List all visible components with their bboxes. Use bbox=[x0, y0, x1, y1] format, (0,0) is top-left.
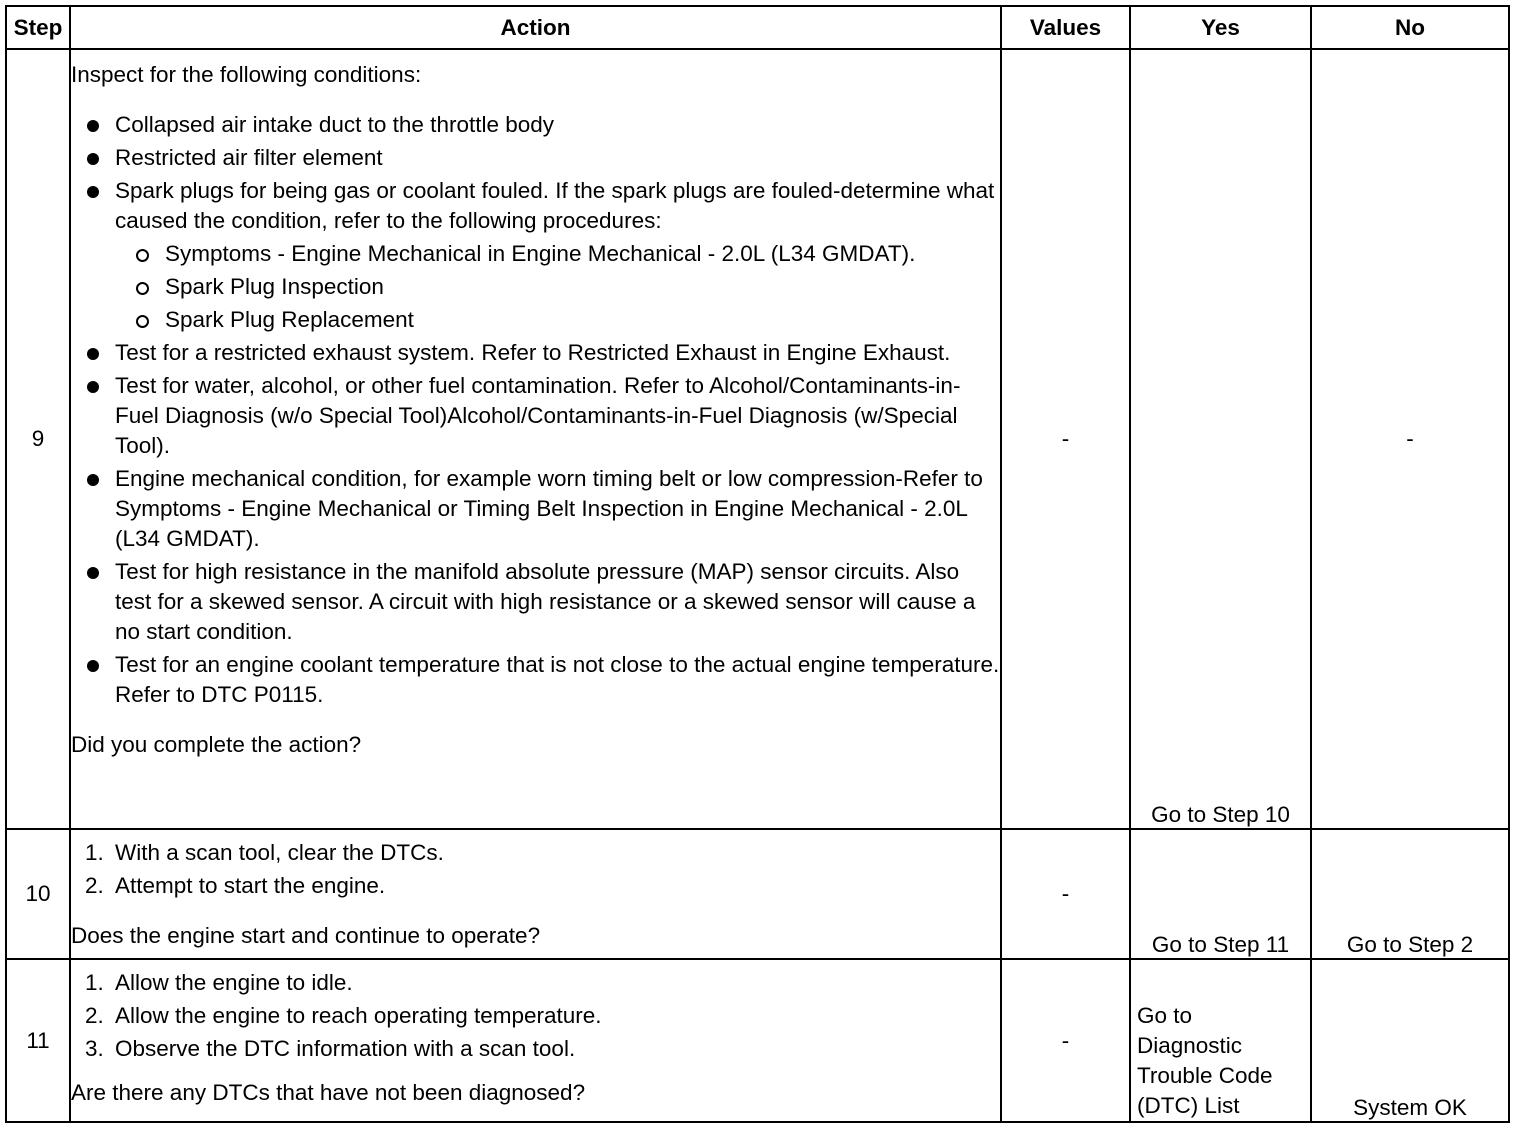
header-values: Values bbox=[1001, 6, 1130, 49]
list-item bbox=[71, 272, 1000, 302]
action-intro: Inspect for the following conditions: bbox=[71, 62, 422, 87]
list-item: 3. Observe the DTC information with a scan tool. bbox=[85, 1036, 576, 1061]
procedure-list bbox=[115, 239, 1000, 335]
list-item: 1. Allow the engine to idle. bbox=[85, 970, 353, 995]
yes-cell: Go to Step 11 bbox=[1130, 829, 1311, 959]
yes-cell: Go to Step 10 bbox=[1130, 49, 1311, 829]
step-number: 10 bbox=[6, 829, 70, 959]
list-item: Test for water, alcohol, or other fuel contamination. Refer to Alcohol/Contaminants-in-Fuel Diagnosis (w/o Special Tool)Alcohol/Contaminants-in-Fuel Diagnosis (w/Special Tool). bbox=[71, 371, 1000, 461]
values-cell: - bbox=[1001, 959, 1130, 1122]
action-cell bbox=[70, 829, 1001, 959]
step-number: 9 bbox=[6, 49, 70, 829]
table-row bbox=[6, 829, 1509, 959]
list-item bbox=[71, 239, 1000, 269]
no-cell: System OK bbox=[1311, 959, 1509, 1122]
table-row bbox=[6, 959, 1509, 1122]
list-item: 1. With a scan tool, clear the DTCs. bbox=[85, 840, 444, 865]
list-item-text: Allow the engine to idle. bbox=[115, 970, 353, 995]
action-cell bbox=[70, 49, 1001, 829]
list-item-text: Observe the DTC information with a scan tool. bbox=[115, 1036, 576, 1061]
table-row bbox=[6, 49, 1509, 829]
diagnostic-table bbox=[5, 5, 1510, 1123]
list-item-text: Attempt to start the engine. bbox=[115, 873, 386, 898]
header-no: No bbox=[1311, 6, 1509, 49]
list-item: Test for an engine coolant temperature that is not close to the actual engine temperature. Refer to DTC P0115. bbox=[71, 650, 1000, 710]
header-yes: Yes bbox=[1130, 6, 1311, 49]
procedure-steps bbox=[71, 838, 1000, 901]
list-item: Test for high resistance in the manifold absolute pressure (MAP) sensor circuits. Also test for a skewed sensor. A circuit with high resistance or a skewed sensor will cause a no start condition. bbox=[71, 557, 1000, 647]
action-question: Are there any DTCs that have not been diagnosed? bbox=[71, 1080, 586, 1105]
list-item: Engine mechanical condition, for example worn timing belt or low compression-Refer to Symptoms - Engine Mechanical or Timing Belt Inspection in Engine Mechanical - 2.0L (L34 GMDAT). bbox=[71, 464, 1000, 554]
list-item bbox=[71, 176, 1000, 335]
action-question: Did you complete the action? bbox=[71, 732, 362, 757]
list-item-text: With a scan tool, clear the DTCs. bbox=[115, 840, 444, 865]
list-item: Restricted air filter element bbox=[71, 143, 1000, 173]
condition-list bbox=[71, 110, 1000, 710]
values-cell: - bbox=[1001, 829, 1130, 959]
action-cell bbox=[70, 959, 1001, 1122]
list-item-text: Allow the engine to reach operating temperature. bbox=[115, 1003, 602, 1028]
list-item: 2. Allow the engine to reach operating temperature. bbox=[85, 1003, 602, 1028]
action-question: Does the engine start and continue to operate? bbox=[71, 923, 541, 948]
header-action: Action bbox=[70, 6, 1001, 49]
list-item-text: Spark Plug Replacement bbox=[165, 307, 414, 332]
header-step: Step bbox=[6, 6, 70, 49]
list-item: Test for a restricted exhaust system. Refer to Restricted Exhaust in Engine Exhaust. bbox=[71, 338, 1000, 368]
procedure-steps bbox=[71, 968, 1000, 1064]
no-cell: Go to Step 2 bbox=[1311, 829, 1509, 959]
list-item: 2. Attempt to start the engine. bbox=[85, 873, 386, 898]
header-row bbox=[6, 6, 1509, 49]
list-item bbox=[71, 305, 1000, 335]
no-cell: - bbox=[1311, 49, 1509, 829]
yes-cell bbox=[1130, 959, 1311, 1122]
values-cell: - bbox=[1001, 49, 1130, 829]
list-item-text: Spark Plug Inspection bbox=[165, 274, 384, 299]
step-number: 11 bbox=[6, 959, 70, 1122]
list-item-text: Spark plugs for being gas or coolant fouled. If the spark plugs are fouled-determine what caused the condition, refer to the following procedures: bbox=[115, 178, 995, 233]
list-item: Collapsed air intake duct to the throttle body bbox=[71, 110, 1000, 140]
yes-cell-text: Go to Diagnostic Trouble Code (DTC) List bbox=[1137, 1003, 1273, 1118]
list-item-text: Symptoms - Engine Mechanical in Engine Mechanical - 2.0L (L34 GMDAT). bbox=[165, 241, 916, 266]
